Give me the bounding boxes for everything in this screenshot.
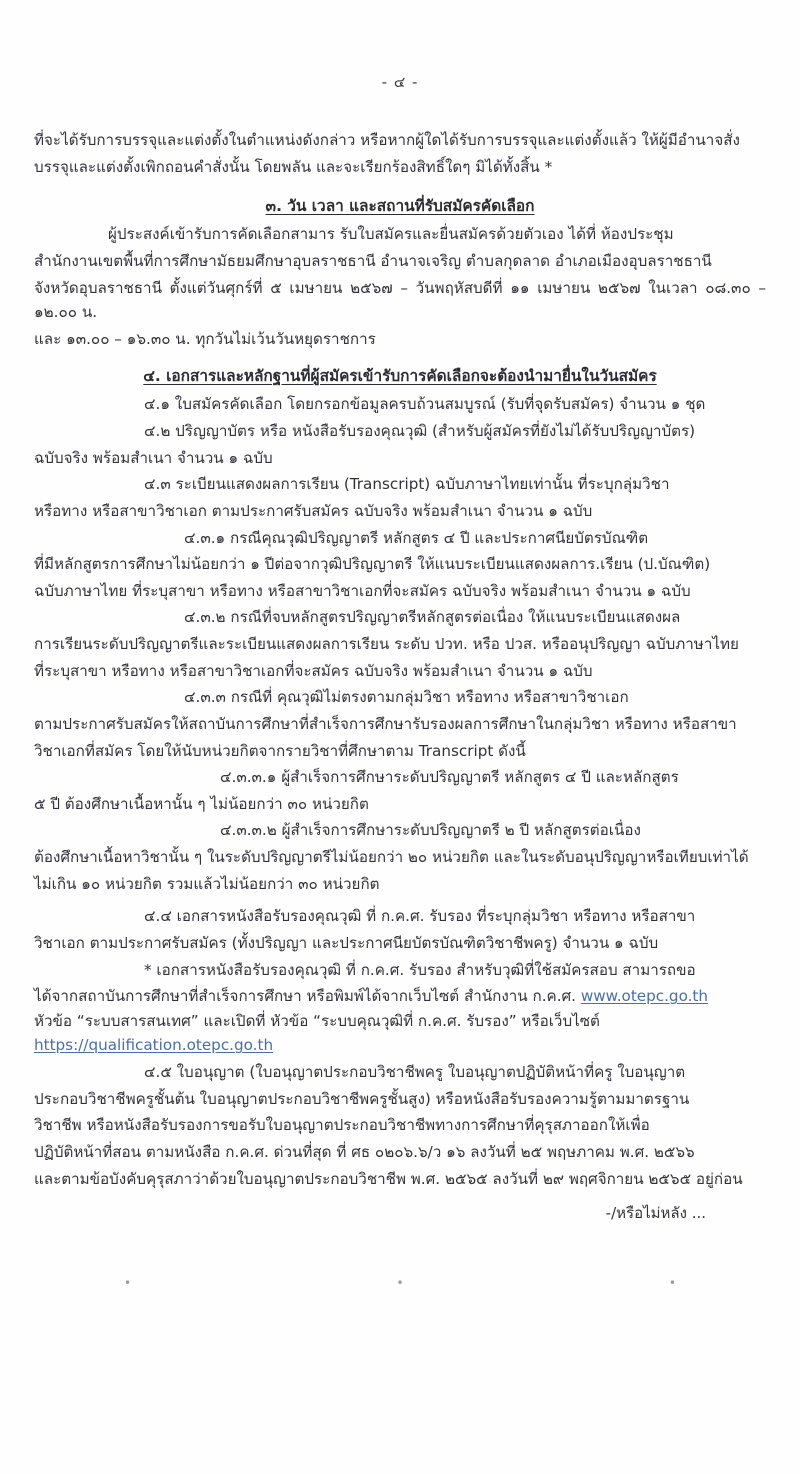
item-4-3-3-1-line-1: ๔.๓.๓.๑ ผู้สำเร็จการศึกษาระดับปริญญาตรี หลักสูตร ๔ ปี และหลักสูตร	[220, 768, 679, 787]
item-4-3-1-line-1: ๔.๓.๑ กรณีคุณวุฒิปริญญาตรี หลักสูตร ๔ ปี และประกาศนียบัตรบัณฑิต	[184, 528, 649, 547]
footer-dot-right: •	[668, 1276, 676, 1291]
footer-dots	[34, 1277, 766, 1289]
item-4-2-line-2: ฉบับจริง พร้อมสำเนา จำนวน ๑ ฉบับ	[34, 448, 273, 467]
page-number: - ๔ -	[381, 73, 419, 91]
item-4-1: ๔.๑ ใบสมัครคัดเลือก โดยกรอกข้อมูลครบถ้วนสมบูรณ์ (รับที่จุดรับสมัคร) จำนวน ๑ ชุด	[144, 395, 706, 414]
item-4-5-line-4: ปฏิบัติหน้าที่สอน ตามหนังสือ ก.ค.ศ. ด่วนที่สุด ที่ ศธ ๐๒๐๖.๖/ว ๑๖ ลงวันที่ ๒๕ พฤษภาคม พ.ศ. ๒๕๖๖	[34, 1142, 695, 1161]
section-4-heading: ๔. เอกสารและหลักฐานที่ผู้สมัครเข้ารับการคัดเลือกจะต้องนำมายื่นในวันสมัคร	[143, 367, 657, 386]
item-4-3-1-line-3: ฉบับภาษาไทย ที่ระบุสาขา หรือทาง หรือสาขาวิชาเอกที่จะสมัคร ฉบับจริง พร้อมสำเนา จำนวน ๑ ฉบับ	[34, 581, 691, 600]
section-3-body-line-2: สำนักงานเขตพื้นที่การศึกษามัธยมศึกษาอุบลราชธานี อำนาจเจริญ ตำบลกุดลาด อำเภอเมืองอุบลราชธานี	[34, 251, 712, 270]
intro-line-1: ที่จะได้รับการบรรจุและแต่งตั้งในตำแหน่งดังกล่าว หรือหากผู้ใดได้รับการบรรจุและแต่งตั้งแล้ว ให้ผู้มีอำนาจสั่ง	[34, 131, 740, 149]
qualification-link[interactable]: https://qualification.otepc.go.th	[34, 1036, 274, 1055]
item-4-3-2-line-1: ๔.๓.๒ กรณีที่จบหลักสูตรปริญญาตรีหลักสูตรต่อเนื่อง ให้แนบระเบียนแสดงผล	[184, 608, 681, 627]
section-3-body-line-3: จังหวัดอุบลราชธานี ตั้งแต่วันศุกร์ที่ ๕ เมษายน ๒๕๖๗ – วันพฤหัสบดีที่ ๑๑ เมษายน ๒๕๖๗ ในเวลา ๐๘.๓๐ – ๑๒.๐๐ น.	[34, 278, 766, 322]
item-4-5-line-1: ๔.๕ ใบอนุญาต (ใบอนุญาตประกอบวิชาชีพครู ใบอนุญาตปฏิบัติหน้าที่ครู ใบอนุญาต	[144, 1063, 686, 1081]
item-4-3-3-line-3: วิชาเอกที่สมัคร โดยให้นับหน่วยกิตจากรายวิชาที่ศึกษาตาม Transcript ดังนี้	[34, 741, 526, 760]
item-4-3-3-2-line-1: ๔.๓.๓.๒ ผู้สำเร็จการศึกษาระดับปริญญาตรี ๒ ปี หลักสูตรต่อเนื่อง	[220, 821, 641, 840]
footer-dot-center: •	[396, 1276, 404, 1291]
note-star-line-1: * เอกสารหนังสือรับรองคุณวุฒิ ที่ ก.ค.ศ. รับรอง สำหรับวุฒิที่ใช้สมัครสอบ สามารถขอ	[144, 960, 696, 979]
item-4-3-3-line-2: ตามประกาศรับสมัครให้สถาบันการศึกษาที่สำเร็จการศึกษารับรองผลการศึกษาในกลุ่มวิชา หรือทาง หรือสาขา	[34, 714, 737, 733]
qualification-link-line	[34, 1033, 766, 1058]
item-4-2-line-1: ๔.๒ ปริญญาบัตร หรือ หนังสือรับรองคุณวุฒิ (สำหรับผู้สมัครที่ยังไม่ได้รับปริญญาบัตร)	[144, 422, 696, 440]
item-4-3-2-line-3: ที่ระบุสาขา หรือทาง หรือสาขาวิชาเอกที่จะสมัคร ฉบับจริง พร้อมสำเนา จำนวน ๑ ฉบับ	[34, 661, 593, 680]
item-4-3-3-1-line-2: ๕ ปี ต้องศึกษาเนื้อหานั้น ๆ ไม่น้อยกว่า ๓๐ หน่วยกิต	[34, 794, 369, 813]
item-4-4-line-1: ๔.๔ เอกสารหนังสือรับรองคุณวุฒิ ที่ ก.ค.ศ. รับรอง ที่ระบุกลุ่มวิชา หรือทาง หรือสาขา	[144, 907, 696, 926]
item-4-5-line-5: และตามข้อบังคับคุรุสภาว่าด้วยใบอนุญาตประกอบวิชาชีพ พ.ศ. ๒๕๖๕ ลงวันที่ ๒๙ พฤศจิกายน ๒๕๖๕ อยู่ก่อน	[34, 1169, 743, 1188]
note-star-line-2	[34, 984, 766, 1009]
item-4-3-3-2-line-2: ต้องศึกษาเนื้อหาวิชานั้น ๆ ในระดับปริญญาตรีไม่น้อยกว่า ๒๐ หน่วยกิต และในระดับอนุปริญญาหรือเทียบเท่าได้	[34, 848, 749, 866]
intro-line-2: บรรจุและแต่งตั้งเพิกถอนคำสั่งนั้น โดยพลัน และจะเรียกร้องสิทธิ์ใดๆ มิได้ทั้งสิ้น *	[34, 157, 553, 176]
continuation-note: -/หรือไม่หลัง ...	[605, 1204, 706, 1223]
section-4-heading-wrap	[34, 363, 766, 388]
section-3-heading: ๓. วัน เวลา และสถานที่รับสมัครคัดเลือก	[265, 197, 535, 216]
note-star-line-3: หัวข้อ “ระบบสารสนเทศ” และเปิดที่ หัวข้อ “ระบบคุณวุฒิที่ ก.ค.ศ. รับรอง” หรือเว็บไซต์	[34, 1011, 600, 1030]
section-3-body-line-4: และ ๑๓.๐๐ – ๑๖.๓๐ น. ทุกวันไม่เว้นวันหยุดราชการ	[34, 329, 376, 348]
item-4-3-line-1: ๔.๓ ระเบียนแสดงผลการเรียน (Transcript) ฉบับภาษาไทยเท่านั้น ที่ระบุกลุ่มวิชา	[144, 475, 670, 494]
section-3-heading-wrap	[34, 193, 766, 218]
note-star-line-2-text: ได้จากสถาบันการศึกษาที่สำเร็จการศึกษา หรือพิมพ์ได้จากเว็บไซต์ สำนักงาน ก.ค.ศ.	[34, 987, 576, 1006]
footer-dot-left: •	[124, 1276, 132, 1291]
item-4-5-line-3: วิชาชีพ หรือหนังสือรับรองการขอรับใบอนุญาตประกอบวิชาชีพทางการศึกษาที่คุรุสภาออกให้เพื่อ	[34, 1116, 650, 1135]
item-4-3-2-line-2: การเรียนระดับปริญญาตรีและระเบียนแสดงผลการเรียน ระดับ ปวท. หรือ ปวส. หรืออนุปริญญา ฉบับภาษาไทย	[34, 635, 739, 653]
otepc-link[interactable]: www.otepc.go.th	[580, 987, 709, 1006]
item-4-3-3-2-line-3: ไม่เกิน ๑๐ หน่วยกิต รวมแล้วไม่น้อยกว่า ๓๐ หน่วยกิต	[34, 874, 380, 893]
item-4-4-line-2: วิชาเอก ตามประกาศรับสมัคร (ทั้งปริญญา และประกาศนียบัตรบัณฑิตวิชาชีพครู) จำนวน ๑ ฉบับ	[34, 933, 659, 952]
item-4-3-1-line-2: ที่มีหลักสูตรการศึกษาไม่น้อยกว่า ๑ ปีต่อจากวุฒิปริญญาตรี ให้แนบระเบียนแสดงผลการ.เรียน (ป.บัณฑิต)	[34, 555, 711, 574]
section-3-body-line-1: ผู้ประสงค์เข้ารับการคัดเลือกสามาร รับใบสมัครและยื่นสมัครด้วยตัวเอง ได้ที่ ห้องประชุม	[108, 225, 674, 244]
item-4-3-line-2: หรือทาง หรือสาขาวิชาเอก ตามประกาศรับสมัคร ฉบับจริง พร้อมสำเนา จำนวน ๑ ฉบับ	[34, 501, 593, 520]
item-4-3-3-line-1: ๔.๓.๓ กรณีที่ คุณวุฒิไม่ตรงตามกลุ่มวิชา หรือทาง หรือสาขาวิชาเอก	[184, 688, 629, 707]
item-4-5-line-2: ประกอบวิชาชีพครูชั้นต้น ใบอนุญาตประกอบวิชาชีพครูชั้นสูง) หรือหนังสือรับรองความรู้ตามมาตรฐาน	[34, 1089, 690, 1108]
